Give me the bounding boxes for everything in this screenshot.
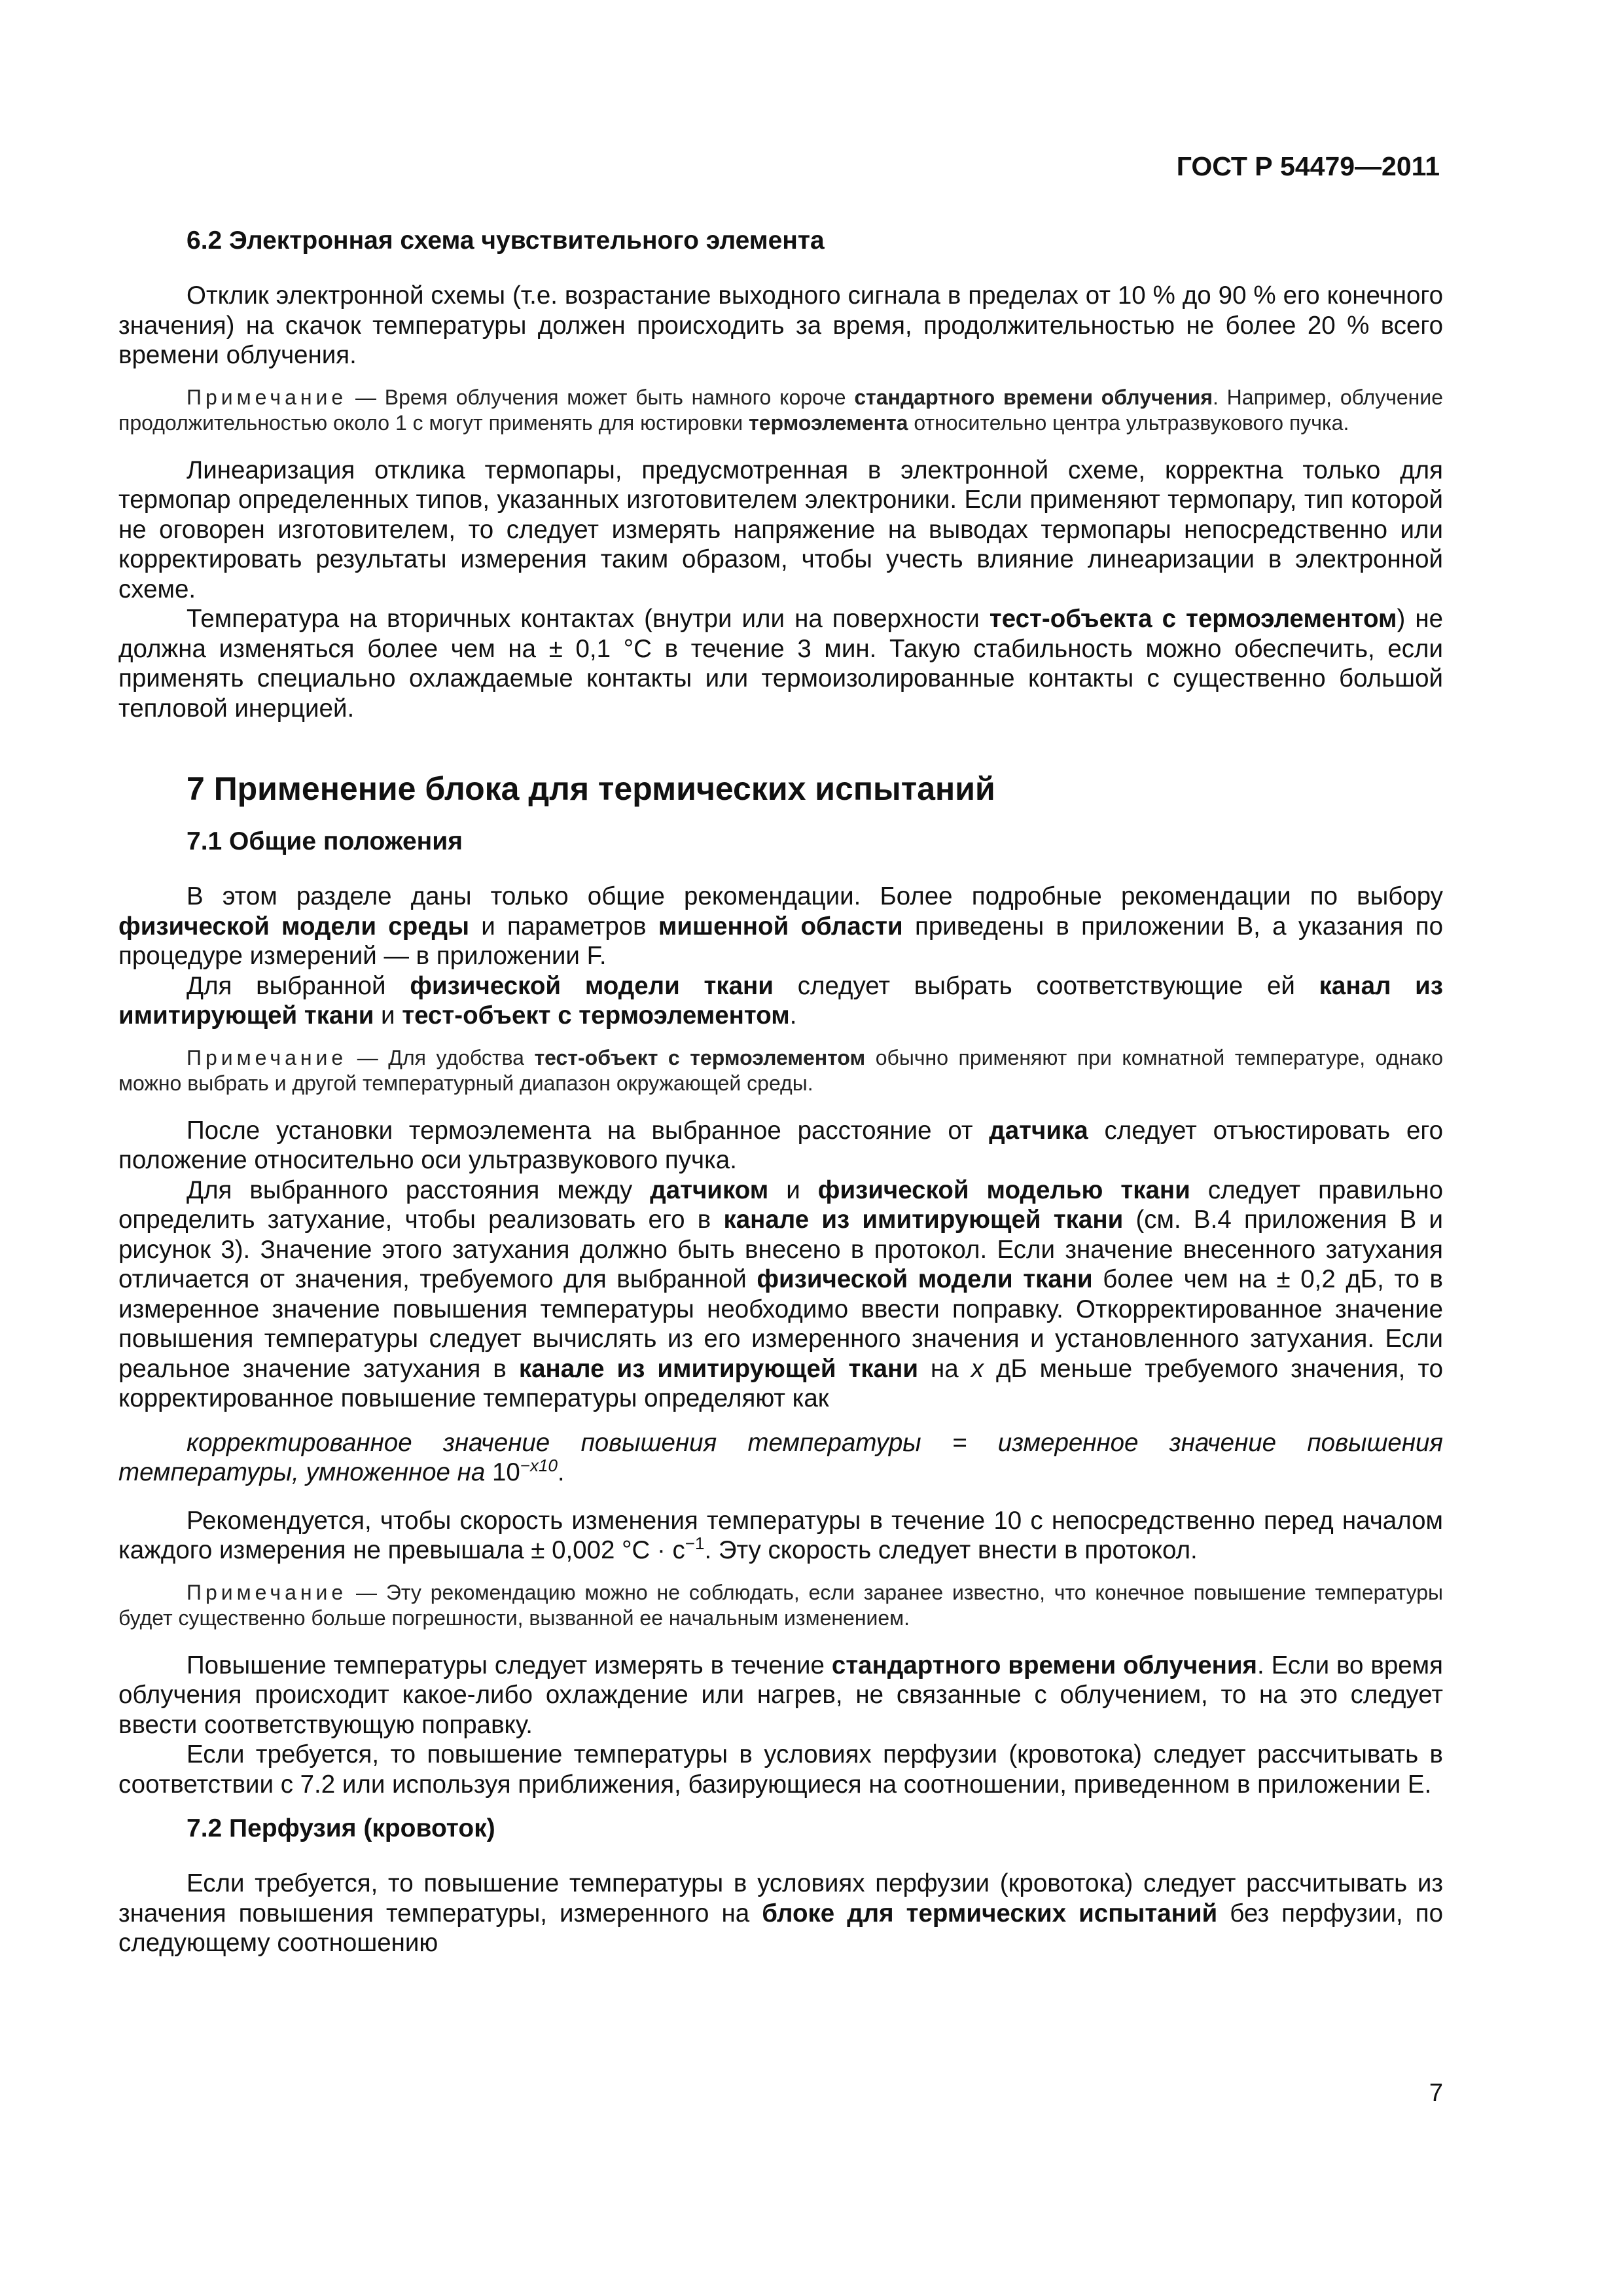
section-6-2-heading: 6.2 Электронная схема чувствительного элемента [187,226,825,255]
term: канале из имитирующей ткани [723,1206,1124,1234]
unit-exponent: −1 [685,1534,705,1554]
s71-paragraph-5: Рекомендуется, чтобы скорость изменения температуры в течение 10 с непосредственно перед началом каждого измерения не превышала ± 0,002 $^\circ С \cdot с^{-1}$. Эту скорость следует внести в протокол. [118,1506,1443,1564]
s71-paragraph-2: Для выбранной физической модели ткани следует выбрать соответствующие ей канал из имитирующей ткани и тест-объект с термоэлементом. [118,971,1443,1030]
term: физической модели ткани [757,1265,1093,1293]
document-body [118,226,1443,1958]
term: стандартного времени облучения [854,385,1213,409]
section-7-1-heading: 7.1 Общие положения [187,827,463,855]
term: тест-объект с термоэлементом [534,1045,866,1069]
term: тест-объекта с термоэлементом [989,605,1397,633]
document-header: ГОСТ Р 54479—2011 [1176,151,1440,181]
section-7-2-heading: 7.2 Перфузия (кровоток) [187,1814,495,1842]
note-label: Примечание [187,1580,348,1604]
s62-paragraph-2: Линеаризация отклика термопары, предусмотренная в электронной схеме, корректна только для термопар определенных типов, указанных изготовителем электроники. Если применяют термопару, тип которой не оговорен изготовителем, то следует измерять напряжение на выводах термопары непосредственно или корректировать результаты измерения таким образом, чтобы учесть влияние линеаризации в электронной схеме. [118,456,1443,603]
s62-paragraph-3: Температура на вторичных контактах (внутри или на поверхности тест-объекта с термоэлементом) не должна изменяться более чем на ± 0,1 °С в течение 3 мин. Такую стабильность можно обеспечить, если применять специально охлаждаемые контакты или термоизолированные контакты с существенно большой тепловой инерцией. [118,605,1443,723]
s72-paragraph-1: Если требуется, то повышение температуры в условиях перфузии (кровотока) следует рассчитывать из значения повышения температуры, измеренного на блоке для термических испытаний без перфузии, по следующему соотношению [118,1869,1443,1957]
term: канале из имитирующей ткани [518,1354,918,1383]
term: датчиком [650,1175,769,1204]
s71-paragraph-6: Повышение температуры следует измерять в течение стандартного времени облучения. Если во время облучения происходит какое-либо охлаждение или нагрев, не связанные с облучением, то на это следует ввести соответствующую поправку. [118,1651,1443,1739]
s71-note-2: Примечание — Эту рекомендацию можно не соблюдать, если заранее известно, что конечное повышение температуры будет существенно больше погрешности, вызванной ее начальным изменением. [118,1580,1443,1630]
term: мишенной области [658,912,903,941]
s62-note: Примечание — Время облучения может быть намного короче стандартного времени облучения. Например, облучение продолжительностью около 1 с могут применять для юстировки термоэлемента относительно центра ультразвукового пучка. [118,385,1443,435]
term: тест-объект с термоэлементом [402,1001,790,1030]
s62-paragraph-1: Отклик электронной схемы (т.е. возрастание выходного сигнала в пределах от 10 % до 90 % его конечного значения) на скачок температуры должен происходить за время, продолжительностью не более 20 % всего времени облучения. [118,281,1443,369]
note-label: Примечание [187,385,348,409]
s71-paragraph-1: В этом разделе даны только общие рекомендации. Более подробные рекомендации по выбору физической модели среды и параметров мишенной области приведены в приложении В, а указания по процедуре измерений — в приложении F. [118,882,1443,970]
term: физической модели среды [118,912,469,941]
term: канал из имитирующей ткани [118,971,1443,1030]
term: стандартного времени облучения [831,1651,1257,1679]
note-label: Примечание [187,1045,348,1069]
page-number: 7 [1429,2079,1443,2107]
s71-note-1: Примечание — Для удобства тест-объект с термоэлементом обычно применяют при комнатной температуре, однако можно выбрать и другой температурный диапазон окружающей среды. [118,1045,1444,1095]
s71-paragraph-3: После установки термоэлемента на выбранное расстояние от датчика следует отъюстировать его положение относительно оси ультразвукового пучка. [118,1116,1443,1174]
term: физической модели ткани [410,971,774,1000]
correction-formula: корректированное значение повышения температуры = измеренное значение повышения температуры, умноженное на $10^{-x10}$. [118,1428,1443,1486]
section-7-heading: 7 Применение блока для термических испытаний [187,770,995,807]
variable-x: x [971,1354,984,1383]
formula-exponent: −x10 [520,1456,558,1476]
s71-paragraph-4: Для выбранного расстояния между датчиком и физической моделью ткани следует правильно определить затухание, чтобы реализовать его в канале из имитирующей ткани (см. В.4 приложения В и рисунок 3). Значение этого затухания должно быть внесено в протокол. Если значение внесенного затухания отличается от значения, требуемого для выбранной физической модели ткани более чем на ± 0,2 дБ, то в измеренное значение повышения температуры необходимо ввести поправку. Откорректированное значение повышения температуры следует вычислять из его измеренного значения и установленного затухания. Если реальное значение затухания в канале из имитирующей ткани на x дБ меньше требуемого значения, то корректированное повышение температуры определяют как [118,1175,1443,1412]
term: блоке для термических испытаний [762,1899,1218,1928]
formula-base: 10 [491,1458,520,1486]
s71-paragraph-7: Если требуется, то повышение температуры в условиях перфузии (кровотока) следует рассчитывать в соответствии с 7.2 или используя приближения, базирующиеся на соотношении, приведенном в приложении Е. [118,1740,1443,1799]
term: датчика [989,1116,1088,1145]
term: физической моделью ткани [817,1175,1190,1204]
term: термоэлемента [749,410,908,435]
